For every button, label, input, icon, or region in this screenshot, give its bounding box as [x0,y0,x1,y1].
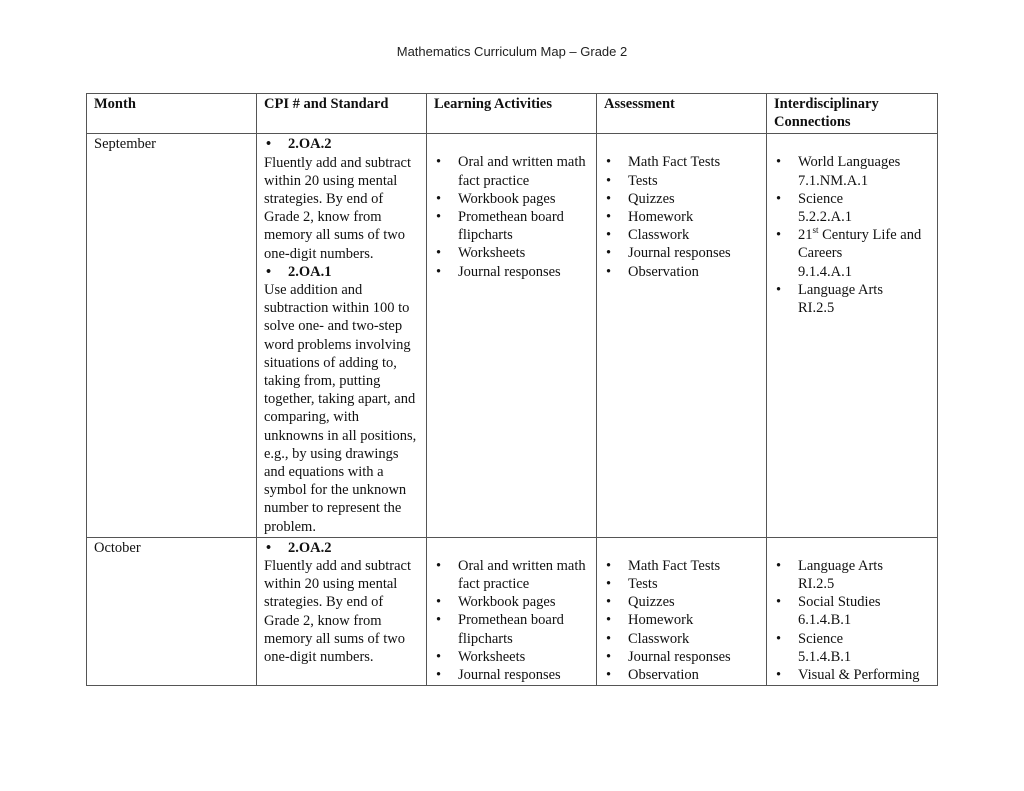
connection-code: RI.2.5 [798,576,835,593]
header-month: Month [87,94,257,134]
table-row [87,537,938,685]
list-item: • Observation [604,263,760,281]
standard-code: • 2.OA.2 [264,135,420,153]
list-item: • Workbook pages [434,593,590,611]
list-item: • Homework [604,611,760,629]
list-item [774,593,931,629]
list-item [774,557,931,593]
list-item [774,153,931,189]
assessment-cell [597,537,767,685]
list-item: • Quizzes [604,190,760,208]
standard-text: Fluently add and subtract within 20 using mental strategies. By end of Grade 2, know from memory all sums of two one-digit numbers. [264,154,411,262]
list-item: • Homework [604,208,760,226]
list-item: • Worksheets [434,244,590,262]
connection-subject [798,226,931,262]
connection-code: 9.1.4.A.1 [798,263,852,280]
curriculum-table [86,93,938,686]
list-item: • Workbook pages [434,190,590,208]
standards-cell [257,537,427,685]
list-item: • Classwork [604,226,760,244]
list-item: • Tests [604,575,760,593]
connection-subject-superscript: st [812,225,819,236]
list-item [774,190,931,226]
connection-subject-rest: Century Life and Careers [798,227,922,262]
connection-subject: • Social Studies [798,594,881,611]
connection-code: 7.1.NM.A.1 [798,172,869,189]
standard-text: Use addition and subtraction within 100 to solve one- and two-step word problems involving situations of adding to, taking from, putting together, taking apart, and comparing, with unknowns in all positions, e.g., by using drawings and equations with a symbol for the unknown number to represent the problem. [264,282,417,535]
connections-cell [767,537,938,685]
standard-text: Fluently add and subtract within 20 using mental strategies. By end of Grade 2, know from memory all sums of two one-digit numbers. [264,558,411,666]
list-item: • Journal responses [604,244,760,262]
list-item [774,630,931,666]
assessment-cell [597,134,767,537]
list-item: • Promethean board flipcharts [434,611,590,647]
activities-cell [427,537,597,685]
connection-subject: • Language Arts [798,281,883,298]
activities-cell [427,134,597,537]
month-cell: September [87,134,257,537]
list-item: • Observation [604,666,760,684]
header-interdisciplinary: Interdisciplinary Connections [767,94,938,134]
header-row [87,94,938,134]
connections-cell [767,134,938,537]
connection-subject: • Science [798,630,844,647]
list-item [774,226,931,281]
connection-subject: • Science [798,190,844,207]
connection-subject-number: 21 [798,227,813,244]
list-item: • Math Fact Tests [604,557,760,575]
list-item: • Classwork [604,630,760,648]
document-title: Mathematics Curriculum Map – Grade 2 [396,44,628,59]
connection-subject: • World Languages [798,154,901,171]
list-item [774,666,931,684]
list-item: • Quizzes [604,593,760,611]
list-item: • Oral and written math fact practice [434,557,590,593]
list-item: • Tests [604,172,760,190]
connection-code: 5.1.4.B.1 [798,648,852,665]
connection-subject: • Language Arts [798,557,883,574]
list-item: • Journal responses [604,648,760,666]
list-item [774,281,931,317]
standard-code: • 2.OA.1 [264,263,420,281]
standard-code: • 2.OA.2 [264,539,420,557]
connection-code: 5.2.2.A.1 [798,209,852,226]
connection-subject: • Visual & Performing [798,667,920,684]
connection-code: RI.2.5 [798,300,835,317]
list-item: • Promethean board flipcharts [434,208,590,244]
list-item: • Oral and written math fact practice [434,153,590,189]
header-activities: Learning Activities [427,94,597,134]
list-item: • Math Fact Tests [604,153,760,171]
list-item: • Journal responses [434,263,590,281]
header-cpi: CPI # and Standard [257,94,427,134]
list-item: • Worksheets [434,648,590,666]
month-cell: October [87,537,257,685]
standards-cell [257,134,427,537]
header-assessment: Assessment [597,94,767,134]
connection-code: 6.1.4.B.1 [798,612,852,629]
list-item: • Journal responses [434,666,590,684]
table-row [87,134,938,537]
